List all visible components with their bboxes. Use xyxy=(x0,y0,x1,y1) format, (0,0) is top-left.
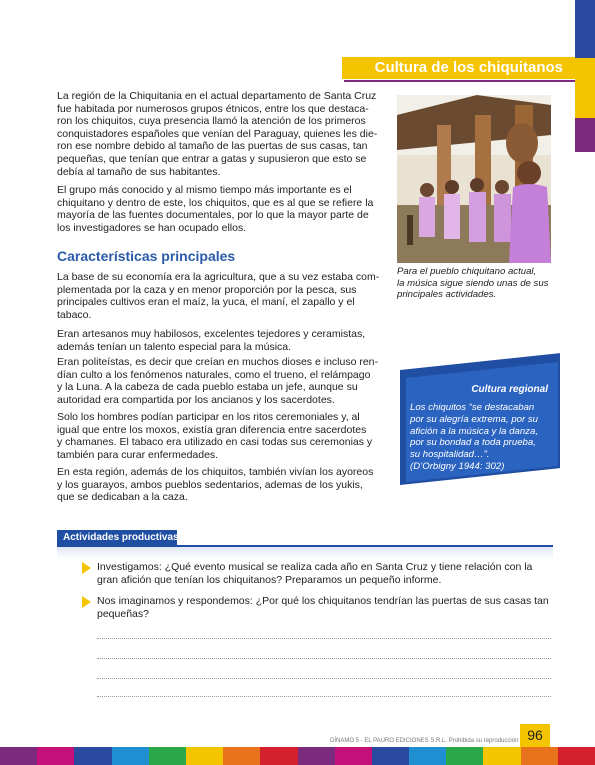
footer-stripe xyxy=(298,747,335,765)
answer-line[interactable] xyxy=(97,658,551,659)
section-paragraph-2 xyxy=(57,328,384,353)
footer-stripe xyxy=(186,747,223,765)
title-underline xyxy=(344,80,575,82)
section-paragraph-1 xyxy=(57,271,384,321)
text-line: los investigadores se han ocupado ellos. xyxy=(57,221,247,234)
footer-color-stripes xyxy=(0,747,595,765)
footer-stripe xyxy=(223,747,260,765)
text-line: debía al tamaño de sus habitantes. xyxy=(57,165,221,178)
text-line: conquistadores españoles que venían del Paraguay, quienes les die- xyxy=(57,127,378,140)
section-paragraph-5 xyxy=(57,466,384,504)
activities-label xyxy=(57,530,177,546)
text-line: y los guarayos, ambos pueblos sedentarios, ademas de los yukis, xyxy=(57,478,363,491)
footer-stripe xyxy=(149,747,186,765)
footer-stripe xyxy=(260,747,297,765)
text-line: por su bondad a toda prueba, xyxy=(410,437,536,449)
text-line: La región de la Chiquitania en el actual departamento de Santa Cruz xyxy=(57,90,377,102)
text-line: la música sigue siendo unas de sus xyxy=(397,277,549,289)
text-line: plementada por la caza y en menor proporción por la pesca, sus xyxy=(57,283,357,296)
regional-culture-box xyxy=(400,370,560,485)
text-line: Solo los hombres podían participar en los ritos ceremoniales y, al xyxy=(57,411,360,423)
text-line: mayoría de las fuentes documentales, por lo que la mayor parte de xyxy=(57,209,369,222)
text-line: igual que entre los moxos, existía gran diferencia entre sacerdotes xyxy=(57,423,367,436)
footer-copyright: DÍNAMO 5 - EL PAURO EDICIONES S.R.L. Prohibida su reproducción xyxy=(330,738,519,744)
text-line: fue habitada por numerosos grupos étnicos, entre los que destaca- xyxy=(57,102,369,115)
footer-stripe xyxy=(521,747,558,765)
text-line: Eran politeístas, es decir que creían en muchos dioses e incluso ren- xyxy=(57,356,379,368)
text-line: que se dedicaban a la caza. xyxy=(57,491,188,504)
footer-stripe xyxy=(483,747,520,765)
text-line: autoridad era compartida por los ancianos y los sacerdotes. xyxy=(57,393,335,406)
text-line: además tenían un talento especial para la música. xyxy=(57,340,292,353)
activities-label-text: Actividades productivas xyxy=(63,532,179,543)
text-line: también para curar enfermedades. xyxy=(57,448,219,461)
section-paragraph-3 xyxy=(57,356,384,406)
section-paragraph-4 xyxy=(57,411,384,461)
photo-caption xyxy=(397,266,555,301)
text-line: su hospitalidad…”. xyxy=(410,449,490,461)
answer-line[interactable] xyxy=(97,696,551,697)
text-line: La base de su economía era la agricultura, que a su vez estaba com- xyxy=(57,271,380,283)
text-line: afición a la música y la danza, xyxy=(410,425,538,437)
text-line: principales actividades. xyxy=(397,289,497,301)
footer-stripe xyxy=(409,747,446,765)
activity-task-1 xyxy=(97,561,553,586)
page-number-box xyxy=(520,724,550,747)
text-line: En esta región, además de los chiquitos, también vivían los ayoreos xyxy=(57,466,374,478)
intro-paragraph-2 xyxy=(57,184,384,234)
section-heading: Características principales xyxy=(57,248,236,264)
text-line: Nos imaginamos y respondemos: ¿Por qué los chiquitanos tendrían las puertas de sus casas tan xyxy=(97,595,549,607)
answer-line[interactable] xyxy=(97,678,551,679)
text-line: principales cultivos eran el maíz, la yuca, el maní, el zapallo y el xyxy=(57,296,355,309)
footer-stripe xyxy=(37,747,74,765)
text-line: (D’Orbigny 1944: 302) xyxy=(410,460,505,472)
text-line: ron ese nombre debido al tamaño de las puertas de sus casas, tan xyxy=(57,140,368,153)
triangle-bullet-icon xyxy=(82,562,91,574)
regional-quote xyxy=(410,402,550,473)
answer-line[interactable] xyxy=(97,638,551,639)
page-number: 96 xyxy=(527,727,543,743)
footer-stripe xyxy=(372,747,409,765)
text-line: dían culto a los fenómenos naturales, como el trueno, el relámpago xyxy=(57,368,371,381)
triangle-bullet-icon xyxy=(82,596,91,608)
title-banner xyxy=(342,57,575,79)
activity-task-2 xyxy=(97,595,553,620)
edge-stripe-yellow xyxy=(575,58,595,118)
text-line: tabaco. xyxy=(57,308,92,321)
footer-stripe xyxy=(335,747,372,765)
photo-illustration xyxy=(397,95,551,263)
footer-stripe xyxy=(558,747,595,765)
text-line: pequeñas? xyxy=(97,607,149,620)
edge-stripe-blue xyxy=(575,0,595,58)
text-line: y chamanes. El tabaco era utilizado en casi todas sus ceremonias y xyxy=(57,436,373,449)
text-line: por su alegría extrema, por su xyxy=(410,413,538,425)
text-line: Eran artesanos muy habilosos, excelentes tejedores y ceramistas, xyxy=(57,328,366,340)
footer-stripe xyxy=(74,747,111,765)
text-line: chiquitano y dentro de este, los chiquitos, que es al que se refiere la xyxy=(57,196,374,209)
intro-paragraph-1 xyxy=(57,90,384,178)
text-line: Los chiquitos “se destacaban xyxy=(410,402,535,413)
page-title: Cultura de los chiquitanos xyxy=(374,59,563,76)
footer-stripe xyxy=(0,747,37,765)
text-line: El grupo más conocido y al mismo tiempo más importante es el xyxy=(57,184,352,196)
activities-fade xyxy=(57,547,553,559)
text-line: Para el pueblo chiquitano actual, xyxy=(397,266,537,277)
text-line: pequeñas, que tenían que entrar a gatas y supusieron que esto se xyxy=(57,152,367,165)
text-line: ron los chiquitos, cuya presencia llamó la atención de los primeros xyxy=(57,115,366,128)
text-line: Investigamos: ¿Qué evento musical se realiza cada año en Santa Cruz y tiene relación con la xyxy=(97,561,533,573)
chiquitano-photo xyxy=(397,95,551,263)
regional-heading: Cultura regional xyxy=(471,384,548,395)
edge-color-strip xyxy=(575,0,595,152)
footer-stripe xyxy=(112,747,149,765)
text-line: gran afición que tenían los chiquitanos? Preparamos un pequeño informe. xyxy=(97,573,442,586)
text-line: y la Luna. A la cabeza de cada pueblo estaba un jefe, aunque su xyxy=(57,381,358,394)
footer-stripe xyxy=(446,747,483,765)
edge-stripe-purple xyxy=(575,118,595,152)
